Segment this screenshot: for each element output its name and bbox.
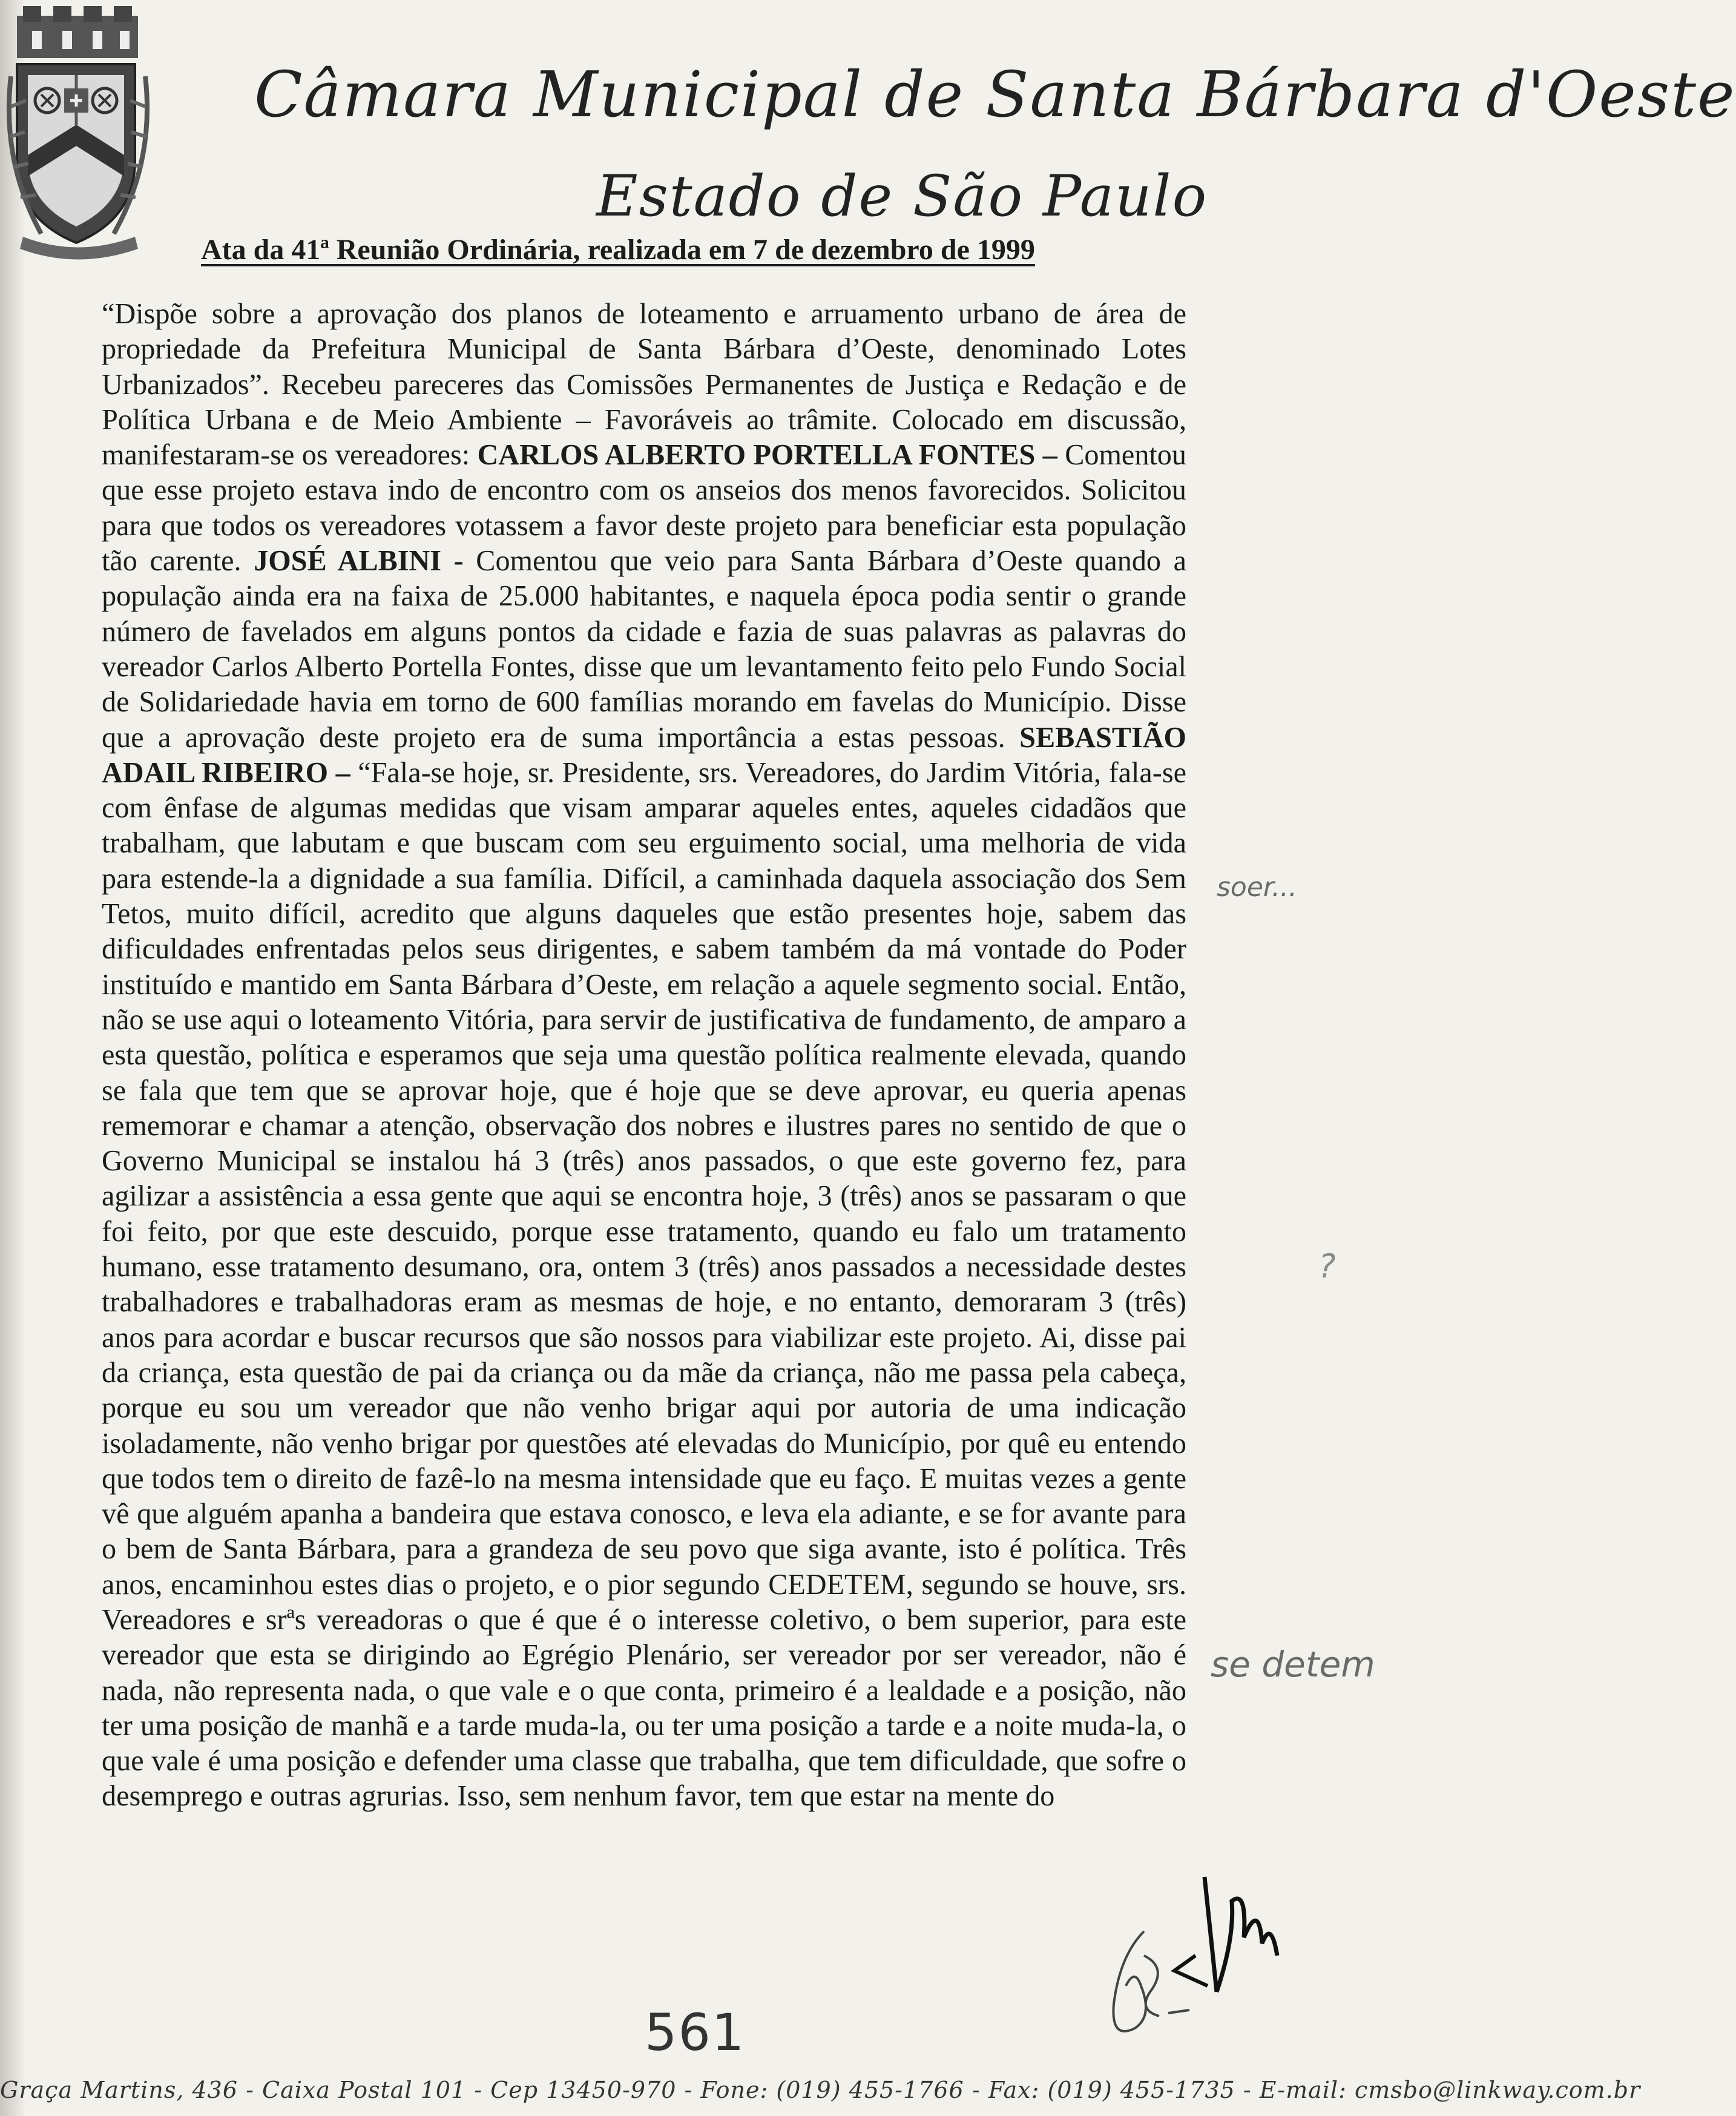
minutes-title: Ata da 41ª Reunião Ordinária, realizada em 7 de dezembro de 1999 (201, 234, 1035, 266)
margin-pencil-note: soer... (1217, 872, 1297, 903)
councilor-name: CARLOS ALBERTO PORTELLA FONTES – (477, 439, 1057, 472)
body-paragraph: Comentou que esse projeto estava indo de encontro com os anseios dos menos favorecidos. Solicitou para que todos os vereadores votassem a favor deste projeto para beneficiar esta população tão carente. (102, 439, 1186, 578)
page-number: 561 (645, 2003, 746, 2062)
body-paragraph: “Dispõe sobre a aprovação dos planos de loteamento e arruamento urbano de área de propriedade da Prefeitura Municipal de Santa Bárbara d’Oeste, denominado Lotes Urbanizados”. Recebeu pareceres das Comissões Permanentes de Justiça e Redação e de Política Urbana e de Meio Ambiente – Favoráveis ao trâmite. Colocado em discussão, manifestaram-se os vereadores: (102, 298, 1186, 472)
body-paragraph: Comentou que veio para Santa Bárbara d’Oeste quando a população ainda era na faixa de 25.000 habitantes, e naquela época podia sentir o grande número de favelados em alguns pontos da cidade e fazia de suas palavras as palavras do vereador Carlos Alberto Portella Fontes, disse que um levantamento feito pelo Fundo Social de Solidariedade havia em torno de 600 famílias morando em favelas do Município. Disse que a aprovação deste projeto era de suma importância a estas pessoas. (102, 545, 1186, 754)
footer-address: Graça Martins, 436 - Caixa Postal 101 - Cep 13450-970 - Fone: (019) 455-1766 - Fax: (019) 455-1735 - E-mail: cmsbo@linkway.com.br (0, 2077, 1641, 2103)
body-paragraph: “Fala-se hoje, sr. Presidente, srs. Vereadores, do Jardim Vitória, fala-se com ênfase de algumas medidas que visam amparar aqueles entes, aqueles cidadãos que trabalham, que labutam e que buscam com seu erguimento social, uma melhoria de vida para estende-la a dignidade a sua família. Difícil, a caminhada daquela associação dos Sem Tetos, muito difícil, acredito que alguns daqueles que estão presentes hoje, sabem das dificuldades enfrentadas pelos seus dirigentes, e sabem também da má vontade do Poder instituído e mantido em Santa Bárbara d’Oeste, em relação a aquele segmento social. Então, não se use aqui o loteamento Vitória, para servir de justificativa de fundamento, de amparo a esta questão, política e esperamos que seja uma questão política realmente elevada, quando se fala que tem que se aprovar hoje, que é hoje que se deve aprovar, eu queria apenas rememorar e chamar a atenção, observação dos nobres e ilustres pares no sentido de que o Governo Municipal se instalou há 3 (três) anos passados, o que este governo fez, para agilizar a assistência a essa gente que aqui se encontra hoje, 3 (três) anos se passaram o que foi feito, por que este descuido, porque esse tratamento, quando eu falo um tratamento humano, esse tratamento desumano, ora, ontem 3 (três) anos passados a necessidade destes trabalhadores e trabalhadoras eram as mesmas de hoje, e no entanto, demoraram 3 (três) anos para acordar e buscar recursos que são nossos para viabilizar este projeto. Ai, disse pai da criança, esta questão de pai da criança ou da mãe da criança, não me passa pela cabeça, porque eu sou um vereador que não venho brigar aqui por autoria de uma indicação isoladamente, não venho brigar por questões até elevadas do Município, por quê eu entendo que todos tem o direito de fazê-lo na mesma intensidade que eu faço. E muitas vezes a gente vê que alguém apanha a bandeira que estava conosco, e leva ela adiante, e se for avante para o bem de Santa Bárbara, para a grandeza de seu povo que siga avante, isto é política. Três anos, encaminhou estes dias o projeto, e o pior segundo CEDETEM, segundo se houve, srs. Vereadores e srªs vereadoras o que é que é o interesse coletivo, o bem superior, para este vereador que esta se dirigindo ao Egrégio Plenário, ser vereador por ser vereador, não é nada, não representa nada, o que vale e o que conta, primeiro é a lealdade e a posição, não ter uma posição de manhã e a tarde muda-la, ou ter uma posição a tarde e a noite muda-la, o que vale é uma posição e defender uma classe que trabalha, que tem dificuldade, que sofre o desemprego e outras agrurias. Isso, sem nenhum favor, tem que estar na mente do (102, 756, 1186, 1813)
page-edge-shadow (0, 0, 24, 2116)
handwritten-signature-icon (1077, 1865, 1295, 2046)
state-name-heading: Estado de São Paulo (596, 163, 1208, 229)
municipal-coat-of-arms-icon (5, 4, 156, 258)
minutes-body (102, 297, 1186, 1814)
margin-pencil-note: ? (1318, 1247, 1336, 1285)
councilor-name: JOSÉ ALBINI - (254, 545, 464, 578)
margin-pencil-note: se detem (1211, 1644, 1375, 1685)
chamber-name-heading: Câmara Municipal de Santa Bárbara d'Oeste (254, 58, 1736, 131)
councilor-name: SEBASTIÃO ADAIL RIBEIRO – (102, 721, 1186, 789)
